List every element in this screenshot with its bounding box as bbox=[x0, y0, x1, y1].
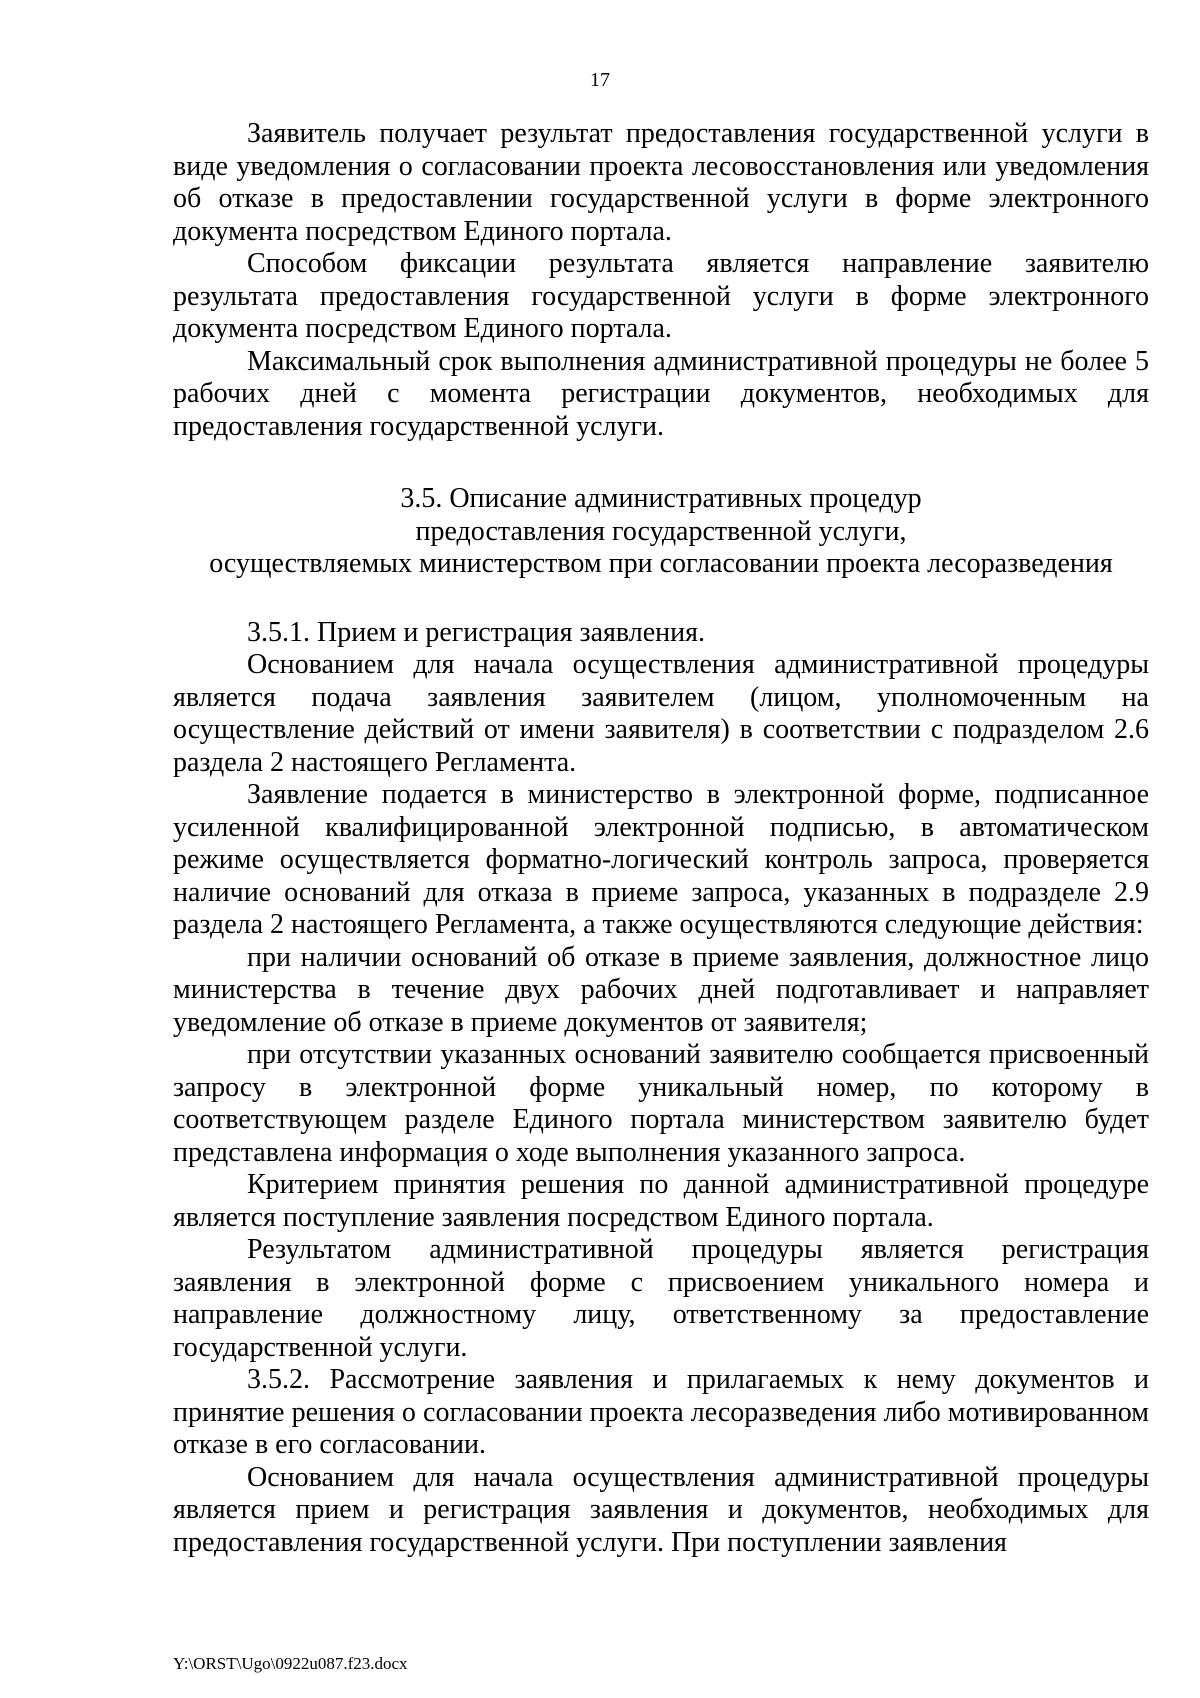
paragraph-unique-number-case: при отсутствии указанных оснований заявителю сообщается присвоенный запросу в электронной форме уникальный номер, по которому в соответствующем разделе Единого портала министерством заявителю будет представлена информация о ходе выполнения указанного запроса. bbox=[173, 1039, 1149, 1168]
section-heading-line: 3.5. Описание административных процедур bbox=[400, 483, 922, 514]
paragraph-decision-criterion: Критерием принятия решения по данной административной процедуре является поступление заявления посредством Единого портала. bbox=[173, 1169, 1149, 1233]
section-heading-line: осуществляемых министерством при согласовании проекта лесоразведения bbox=[209, 548, 1113, 579]
subsection-title-3-5-1: 3.5.1. Прием и регистрация заявления. bbox=[247, 616, 705, 648]
paragraph-max-term: Максимальный срок выполнения административной процедуры не более 5 рабочих дней с момента регистрации документов, необходимых для предоставления государственной услуги. bbox=[173, 345, 1149, 442]
paragraph-application-submission: Заявление подается в министерство в электронной форме, подписанное усиленной квалифицированной электронной подписью, в автоматическом режиме осуществляется форматно-логический контроль запроса, проверяется наличие оснований для отказа в приеме запроса, указанных в подразделе 2.9 раздела 2 настоящего Регламента, а также осуществляются следующие действия: bbox=[173, 779, 1149, 940]
paragraph-procedure-result: Результатом административной процедуры является регистрация заявления в электронной форме с присвоением уникального номера и направление должностному лицу, ответственному за предоставление государственной услуги. bbox=[173, 1234, 1149, 1363]
section-heading bbox=[173, 483, 1149, 581]
document-body bbox=[173, 118, 1149, 1559]
section-heading-line: предоставления государственной услуги, bbox=[415, 515, 907, 547]
paragraph-basis-for-start: Основанием для начала осуществления административной процедуры является подача заявления заявителем (лицом, уполномоченным на осуществление действий от имени заявителя) в соответствии с подразделом 2.6 раздела 2 настоящего Регламента. bbox=[173, 649, 1149, 778]
paragraph-result-fixation: Способом фиксации результата является направление заявителю результата предоставления государственной услуги в форме электронного документа посредством Единого портала. bbox=[173, 248, 1149, 344]
footer-file-path: Y:\ORST\Ugo\0922u087.f23.docx bbox=[173, 1654, 408, 1673]
paragraph-refusal-case: при наличии оснований об отказе в приеме заявления, должностное лицо министерства в течение двух рабочих дней подготавливает и направляет уведомление об отказе в приеме документов от заявителя; bbox=[173, 941, 1149, 1038]
paragraph-review-basis: Основанием для начала осуществления административной процедуры является прием и регистрация заявления и документов, необходимых для предоставления государственной услуги. При поступлении заявления bbox=[173, 1461, 1149, 1558]
subsection-title-3-5-2: 3.5.2. Рассмотрение заявления и прилагаемых к нему документов и принятие решения о согласовании проекта лесоразведения либо мотивированном отказе в его согласовании. bbox=[173, 1364, 1149, 1460]
paragraph-result-notification: Заявитель получает результат предоставления государственной услуги в виде уведомления о согласовании проекта лесовосстановления или уведомления об отказе в предоставлении государственной услуги в форме электронного документа посредством Единого портала. bbox=[173, 118, 1149, 247]
page-number: 17 bbox=[590, 69, 610, 91]
